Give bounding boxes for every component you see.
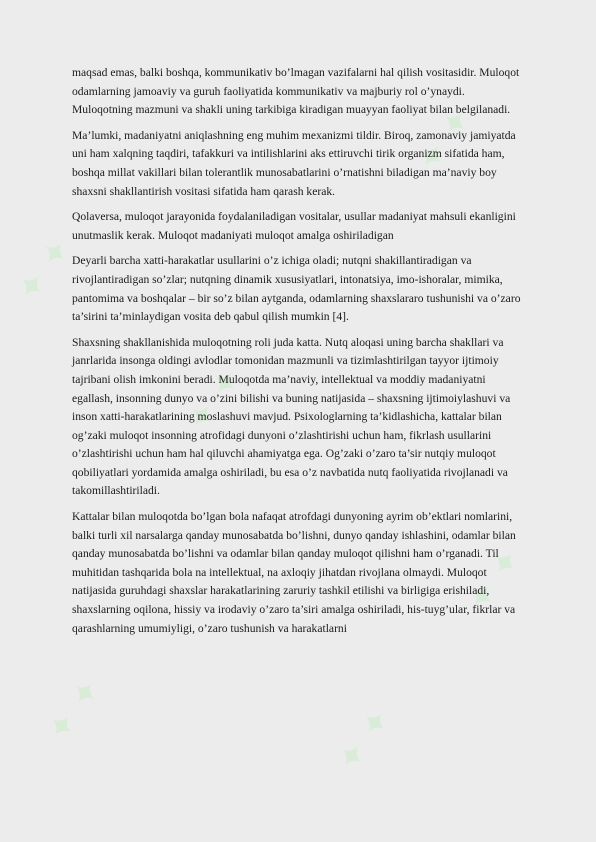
watermark-logo: ✦ ✦ xyxy=(178,360,251,440)
paragraph: Shaxsning shakllanishida muloqotning roli juda katta. Nutq aloqasi uning barcha shakllari va janrlarida insonga oldingi avlodlar tomonidan mazmunli va tizimlashtirilgan tayyor ijtimoiy tajribani olish imkonini beradi. Muloqotda ma’naviy, intellektual va moddiy madaniyatni egallash, insonning dunyo va o’zini bilishi va buning natijasida – shaxsning ijtimoiylashuvi va inson xatti-harakatlarining moslashuvi mavjud. Psixologlarning ta’kidlashicha, kattalar bilan og’zaki muloqot insonning atrofidagi dunyoni o’zlashtirishi uchun ham, fikrlash usullarini o’zlashtirishi uchun ham hal qiluvchi ahamiyatga ega. Og’zaki o’zaro ta’sir nutqiy muloqot qobiliyatlari yordamida amalga oshiriladi, bu esa o’z navbatida nutq faoliyatida rivojlanadi va takomillashtiriladi. xyxy=(72,335,511,498)
watermark-logo: ✦ ✦ xyxy=(38,670,111,750)
watermark-logo: ✦ ✦ xyxy=(408,100,481,180)
paragraph: Kattalar bilan muloqotda bo’lgan bola nafaqat atrofdagi dunyoning ayrim ob’ektlari nomlarini, balki turli xil narsalarga qanday munosabatda bo’lishni, dunyo qanday ishlashini, odamlar bilan qanday munosabatda bo’lishni va odamlar bilan qanday muloqot qilishni ham o’rganadi. Til muhitidan tashqarida bola na intellektual, na axloqiy jihatdan rivojlana olmaydi. Muloqot natijasida guruhdagi shaxslar harakatlarining zaruriy tashkil etilishi va birligiga erishiladi, shaxslarning oqilona, hissiy va irodaviy o’zaro ta’siri amalga oshiriladi, his-tuyg’ular, fikrlar va qarashlarning umumiyligi, o’zaro tushunish va harakatlarni xyxy=(72,510,516,635)
paragraph: Deyarli barcha xatti-harakatlar usullarini o’z ichiga oladi; nutqni shakillantiradigan va rivojlantiradigan so’zlar; nutqning dinamik xususiyatlari, intonatsiya, imo-ishoralar, mimika, pantomima va boshqalar – bir so’z bilan aytganda, odamlarning shaxslararo tushunishi va o’zaro ta’sirini ta’minlaydigan vosita deb qabul qilish mumkin [4]. xyxy=(72,254,521,324)
paragraph: Qolaversa, muloqot jarayonida foydalaniladigan vositalar, usullar madaniyat mahsuli ekanligini unutmaslik kerak. Muloqot madaniyati muloqot amalga oshiriladigan xyxy=(72,210,516,242)
paragraph: Ma’lumki, madaniyatni aniqlashning eng muhim mexanizmi tildir. Biroq, zamonaviy jamiyatda uni ham xalqning taqdiri, tafakkuri va intilishlarini aks ettiruvchi tirik organizm sifatida ham, boshqa millat vakillari bilan tolerantlik munosabatlarini o’rnatishni biladigan ma’naviy boy shaxsni shakllantirish vositasi sifatida ham qarash kerak. xyxy=(72,128,516,198)
watermark-logo: ✦ ✦ xyxy=(458,540,531,620)
watermark-logo: ✦ ✦ xyxy=(328,700,401,780)
watermark-logo: ✦ ✦ xyxy=(8,230,81,310)
paragraph: maqsad emas, balki boshqa, kommunikativ bo’lmagan vazifalarni hal qilish vositasidir. Muloqot odamlarning jamoaviy va guruh faoliyatida kommunikativ va majburiy rol o’ynaydi. Muloqotning mazmuni va shakli uning tarkibiga kiradigan muayyan faoliyat bilan belgilanadi. xyxy=(72,66,520,117)
document-body xyxy=(72,64,526,645)
